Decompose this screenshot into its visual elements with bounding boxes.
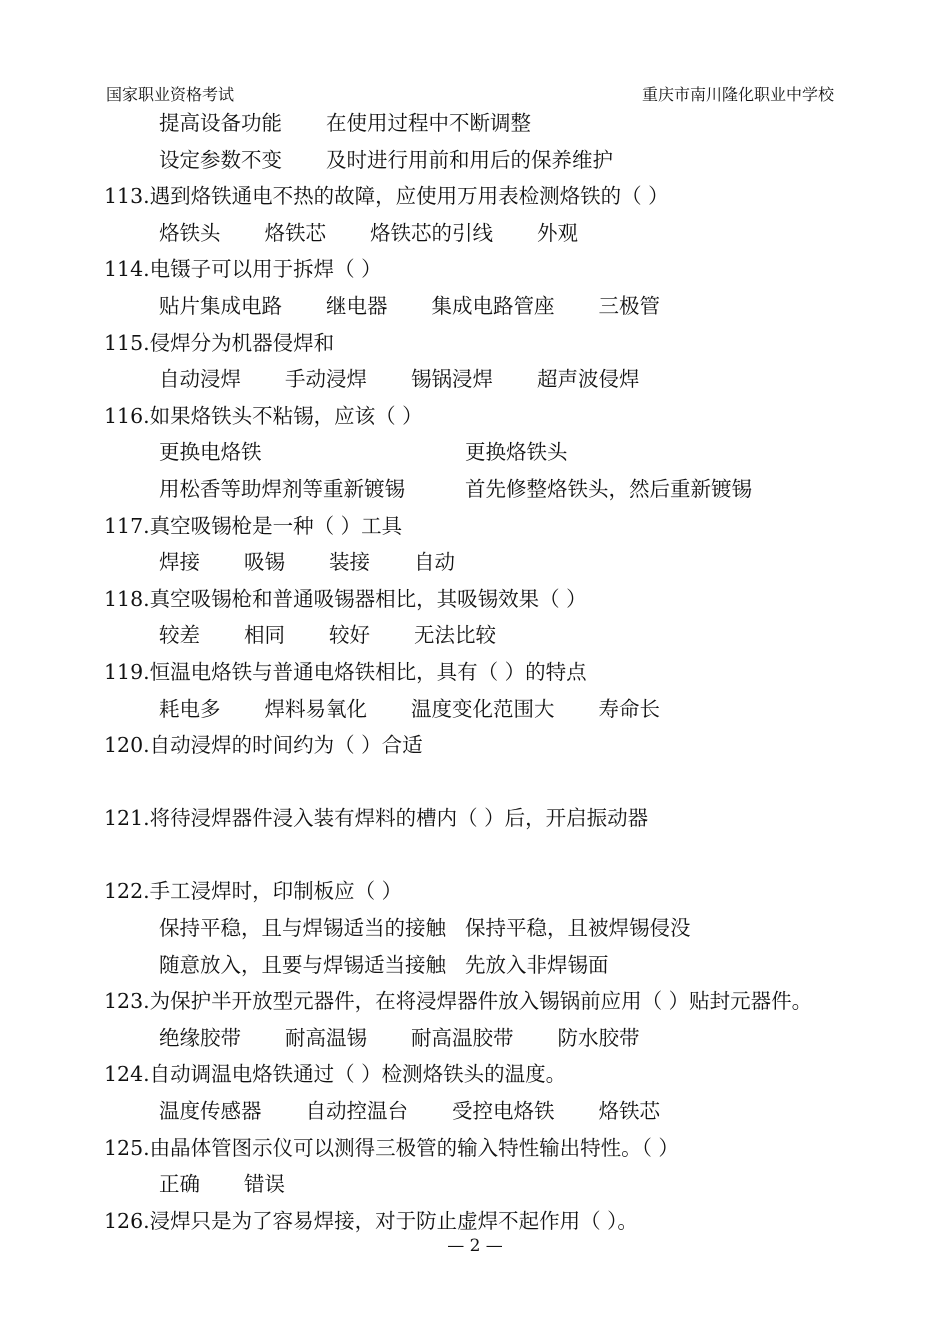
answer-blank-space (104, 764, 864, 801)
option-row (104, 544, 864, 581)
question-text: 121.将待浸焊器件浸入装有焊料的槽内（ ）后，开启振动器 (104, 806, 649, 831)
question-text: 119.恒温电烙铁与普通电烙铁相比，具有（ ）的特点 (104, 659, 587, 684)
page-number: — 2 — (447, 1236, 503, 1256)
answer-option: 错误 (244, 1172, 285, 1197)
option-row (104, 1020, 864, 1057)
answer-option: 耐高温锡 (285, 1025, 367, 1050)
question-text: 118.真空吸锡枪和普通吸锡器相比，其吸锡效果（ ） (104, 586, 587, 611)
answer-option: 提高设备功能 (159, 111, 282, 135)
answer-option: 烙铁头 (159, 220, 221, 245)
question-text: 120.自动浸焊的时间约为（ ）合适 (104, 733, 423, 758)
answer-option: 用松香等助焊剂等重新镀锡 (159, 476, 405, 501)
option-row (104, 105, 864, 142)
answer-option: 先放入非焊锡面 (465, 952, 609, 977)
option-row (104, 288, 864, 325)
answer-option: 保持平稳，且与焊锡适当的接触 (159, 916, 446, 941)
question-text: 123.为保护半开放型元器件，在将浸焊器件放入锡锅前应用（ ）贴封元器件。 (104, 989, 813, 1014)
answer-option: 温度变化范围大 (411, 696, 555, 721)
option-row (104, 1166, 864, 1203)
question-text: 125.由晶体管图示仪可以测得三极管的输入特性输出特性。（ ） (104, 1135, 679, 1160)
answer-option: 超声波侵焊 (537, 367, 640, 392)
option-row (104, 617, 864, 654)
answer-option: 首先修整烙铁头，然后重新镀锡 (465, 476, 752, 501)
question-text: 115.侵焊分为机器侵焊和 (104, 330, 335, 355)
answer-option: 焊料易氧化 (264, 696, 367, 721)
answer-option: 随意放入，且要与焊锡适当接触 (159, 952, 446, 977)
answer-option: 集成电路管座 (431, 293, 555, 318)
header-school-name: 重庆市南川隆化职业中学校 (641, 85, 834, 104)
answer-option: 寿命长 (598, 696, 660, 721)
option-row (104, 910, 864, 947)
answer-option: 继电器 (326, 293, 388, 318)
answer-option: 更换烙铁头 (465, 440, 568, 465)
answer-option: 焊接 (159, 550, 200, 575)
option-row (104, 142, 864, 179)
question-text: 114.电镊子可以用于拆焊（ ） (104, 257, 382, 282)
answer-option: 耐高温胶带 (411, 1025, 514, 1050)
answer-option: 烙铁芯的引线 (370, 220, 493, 245)
page-header (106, 82, 834, 106)
answer-option: 锡锅浸焊 (411, 367, 493, 392)
answer-option: 烙铁芯 (598, 1099, 660, 1124)
answer-option: 自动控温台 (305, 1099, 408, 1124)
option-row (104, 1093, 864, 1130)
question-list (104, 105, 864, 1239)
answer-option: 自动浸焊 (159, 367, 241, 392)
answer-option: 外观 (537, 220, 578, 245)
answer-option: 贴片集成电路 (159, 293, 282, 318)
question-text: 122.手工浸焊时，印制板应（ ） (104, 879, 403, 904)
answer-option: 受控电烙铁 (452, 1099, 555, 1124)
option-row (104, 361, 864, 398)
answer-option: 无法比较 (414, 623, 496, 648)
option-row (104, 471, 864, 508)
answer-option: 吸锡 (244, 550, 285, 575)
answer-option: 三极管 (598, 293, 660, 318)
answer-option: 较差 (159, 623, 200, 648)
question-text: 117.真空吸锡枪是一种（ ）工具 (104, 513, 403, 538)
answer-option: 在使用过程中不断调整 (326, 111, 531, 135)
answer-option: 烙铁芯 (264, 220, 326, 245)
answer-option: 设定参数不变 (159, 147, 282, 172)
answer-option: 更换电烙铁 (159, 440, 262, 465)
answer-option: 正确 (159, 1172, 200, 1197)
answer-option: 手动浸焊 (285, 367, 367, 392)
answer-blank-space (104, 837, 864, 874)
option-row (104, 947, 864, 984)
answer-option: 防水胶带 (557, 1025, 640, 1050)
answer-option: 及时进行用前和用后的保养维护 (326, 147, 613, 172)
question-text: 113.遇到烙铁通电不热的故障，应使用万用表检测烙铁的（ ） (104, 184, 669, 209)
question-text: 124.自动调温电烙铁通过（ ）检测烙铁头的温度。 (104, 1062, 567, 1087)
answer-option: 装接 (329, 550, 370, 575)
answer-option: 相同 (244, 623, 285, 648)
answer-option: 自动 (414, 550, 455, 575)
question-text: 116.如果烙铁头不粘锡，应该（ ） (104, 403, 423, 428)
answer-option: 耗电多 (159, 696, 221, 721)
answer-option: 温度传感器 (159, 1099, 262, 1124)
answer-option: 保持平稳，且被焊锡侵没 (465, 916, 691, 941)
option-row (104, 215, 864, 252)
question-text: 126.浸焊只是为了容易焊接，对于防止虚焊不起作用（ ）。 (104, 1208, 638, 1233)
answer-option: 绝缘胶带 (159, 1025, 241, 1050)
answer-option: 较好 (329, 623, 370, 648)
header-exam-title: 国家职业资格考试 (106, 85, 235, 104)
option-row (104, 691, 864, 728)
option-row (104, 434, 864, 471)
